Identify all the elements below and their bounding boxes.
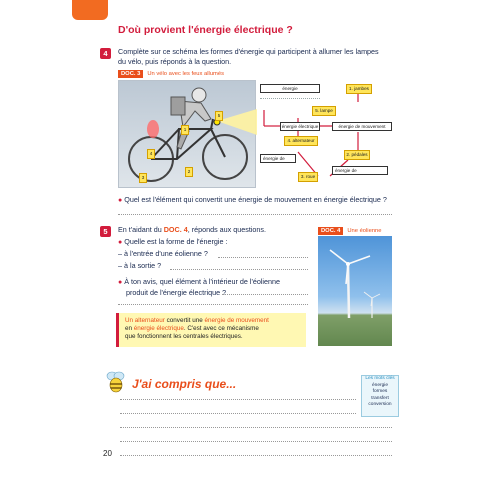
- writing-line-3[interactable]: [120, 427, 392, 428]
- question-5-intro: [118, 225, 266, 235]
- keyword-conversion: conversion: [368, 402, 392, 407]
- doc4-caption: Une éolienne: [347, 228, 382, 234]
- section-title: D'où provient l'énergie électrique ?: [118, 24, 293, 36]
- memo-text-1: convertit une: [164, 317, 205, 324]
- understood-heading: J'ai compris que...: [132, 377, 237, 391]
- wind-turbine-drawing: [318, 236, 392, 346]
- doc3-label: DOC. 3: [118, 70, 143, 78]
- energy-box-electrique: énergie électrique: [281, 124, 319, 129]
- writing-line-4[interactable]: [120, 441, 392, 442]
- doc4-label: DOC. 4: [318, 227, 343, 235]
- question-5-doc-ref: DOC. 4: [163, 225, 188, 234]
- energy-box-right: énergie de: [332, 166, 388, 175]
- question-number-4: 4: [100, 48, 111, 59]
- marker-5: 5: [215, 111, 223, 121]
- marker-1: 1: [181, 125, 189, 135]
- question-5-sub2-line2: produit de l'énergie électrique ?: [126, 287, 227, 297]
- memo-text-2: en: [125, 325, 134, 332]
- answer-line-entree[interactable]: [218, 257, 308, 258]
- answer-line-q5b[interactable]: [222, 294, 308, 295]
- keyword-energie: énergie: [371, 382, 388, 388]
- doc3-header: [118, 70, 224, 78]
- memo-keyword-electrique: énergie électrique: [133, 325, 184, 332]
- bullet-icon: ●: [118, 197, 123, 204]
- memo-keyword-mouvement: énergie de mouvement: [204, 317, 269, 324]
- memo-text-3: . C'est avec ce mécanisme: [183, 325, 259, 332]
- keyword-transfert: transfert: [371, 395, 389, 401]
- question-4-line2: du vélo, puis réponds à la question.: [118, 56, 232, 66]
- chapter-tab: [72, 0, 108, 20]
- step-roue: 3. roue: [298, 172, 318, 182]
- answer-line-q4[interactable]: [118, 214, 392, 215]
- marker-2: 2: [185, 167, 193, 177]
- energy-box-top: énergie: [260, 84, 320, 93]
- answer-line-q5c[interactable]: [118, 304, 308, 305]
- question-5-sub1-text: Quelle est la forme de l'énergie :: [124, 237, 228, 246]
- keyword-formes: formes: [372, 389, 388, 394]
- marker-4: 4: [147, 149, 155, 159]
- doc3-caption: Un vélo avec les feux allumés: [147, 71, 225, 77]
- question-5-sub1: [118, 237, 228, 248]
- question-4-text: [118, 47, 380, 66]
- bee-mascot-icon: [104, 370, 128, 394]
- energy-diagram: [258, 80, 392, 188]
- question-5-sub1b: – à la sortie ?: [118, 261, 162, 270]
- key-fact-box: [116, 313, 306, 347]
- energy-box-mouvement: énergie de mouvement: [332, 122, 392, 131]
- wind-turbine-photo: [318, 236, 392, 346]
- keywords-heading: Les mots clés: [365, 376, 395, 381]
- step-jambes: 1. jambes: [346, 84, 372, 94]
- marker-3: 3: [139, 173, 147, 183]
- step-alternateur: 4. alternateur: [284, 136, 318, 146]
- question-5-sub1a: – à l'entrée d'une éolienne ?: [118, 249, 208, 258]
- writing-line-1[interactable]: [120, 399, 356, 400]
- bullet-icon: ●: [118, 239, 123, 246]
- step-pedales: 2. pédales: [344, 150, 370, 160]
- question-4-final-text: Quel est l'élément qui convertit une énergie de mouvement en énergie électrique ?: [124, 195, 387, 204]
- question-5-sub2-line1: À ton avis, quel élément à l'intérieur de l'éolienne: [124, 277, 281, 286]
- question-number-5: 5: [100, 226, 111, 237]
- answer-line-top[interactable]: [260, 98, 320, 99]
- question-4-line1: Complète sur ce schéma les formes d'énergie qui participent à allumer les lampes: [118, 47, 379, 56]
- question-5-intro-before: En t'aidant du: [118, 225, 162, 234]
- answer-line-sortie[interactable]: [170, 269, 308, 270]
- bicycle-illustration: [118, 80, 256, 188]
- bullet-icon: ●: [118, 279, 123, 286]
- doc4-header: [318, 227, 382, 235]
- keywords-box: [361, 375, 399, 417]
- question-4-final: [118, 195, 392, 206]
- question-5-intro-after: , réponds aux questions.: [187, 225, 267, 234]
- step-lampe: 5. lampe: [312, 106, 336, 116]
- writing-line-5[interactable]: [120, 455, 392, 456]
- memo-keyword-alternateur: Un alternateur: [125, 317, 165, 324]
- memo-text-4: que fonctionnent les centrales électriques.: [125, 333, 243, 340]
- writing-line-2[interactable]: [120, 413, 356, 414]
- page-number: 20: [103, 449, 112, 458]
- energy-box-left: énergie de: [260, 154, 296, 163]
